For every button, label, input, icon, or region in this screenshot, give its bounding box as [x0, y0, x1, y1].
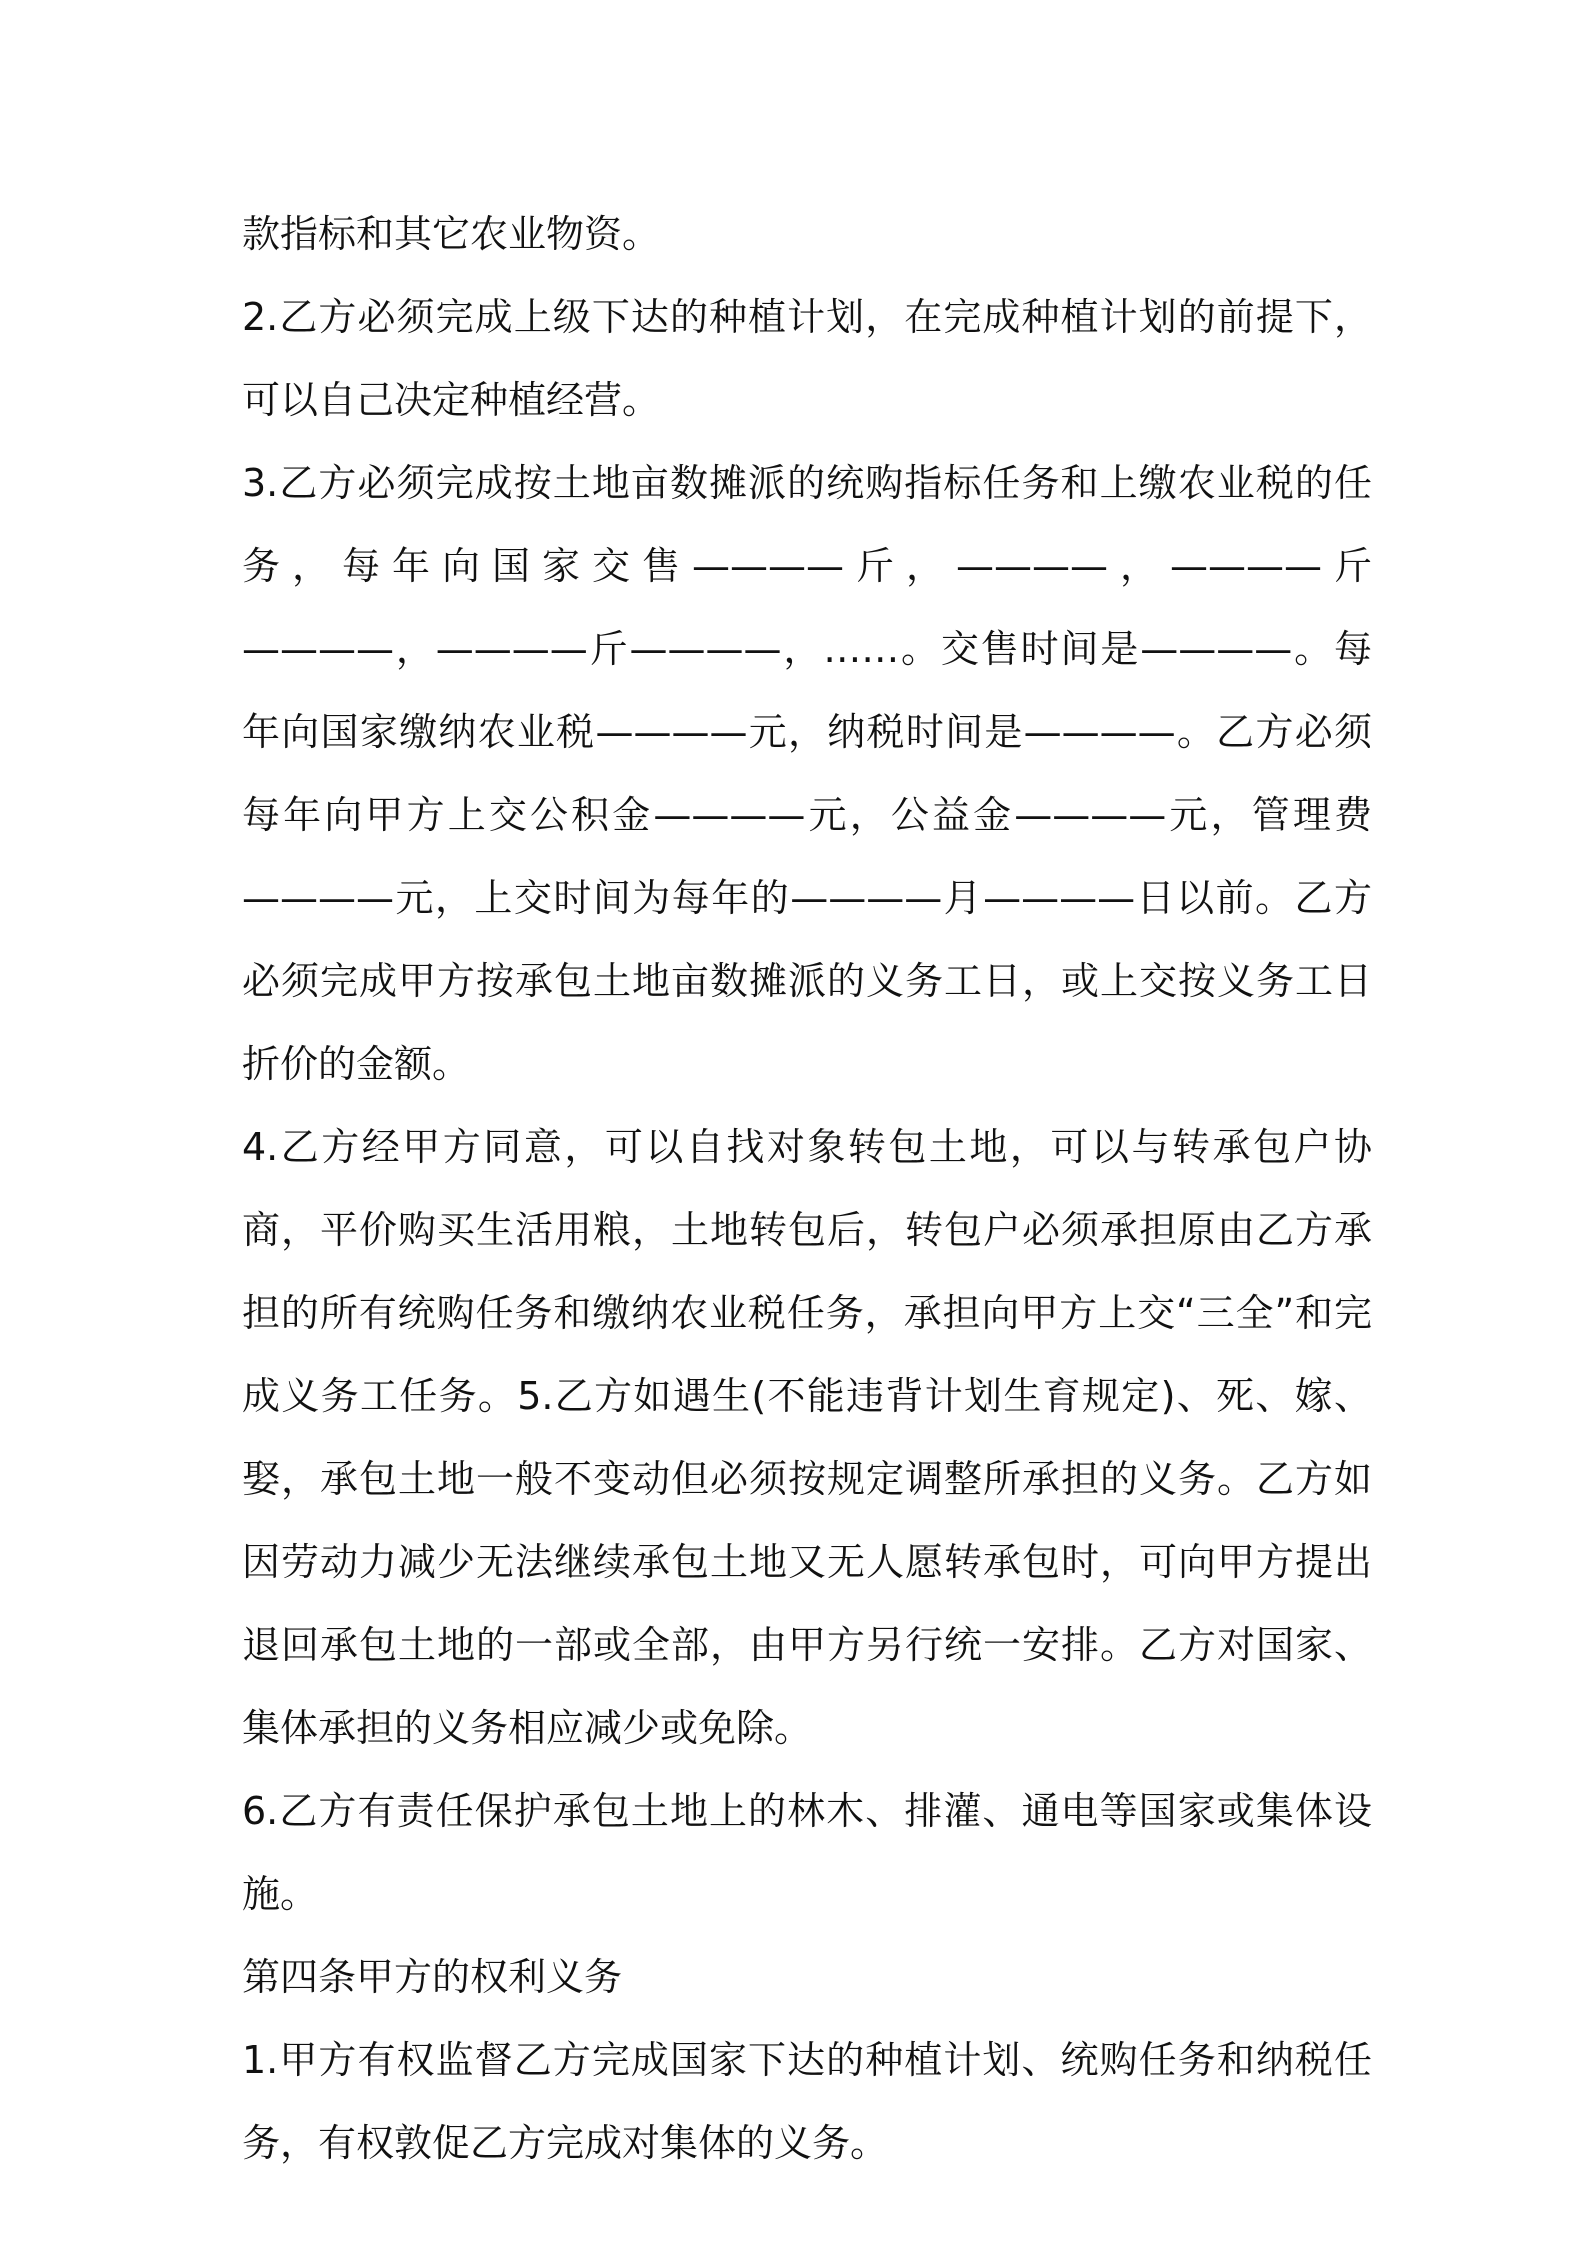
- clause-3: 3.乙方必须完成按土地亩数摊派的统购指标任务和上缴农业税的任务，每年向国家交售————斤，————，————斤————，————斤————，……。交售时间是————。每年向国家缴纳农业税————元，纳税时间是————。乙方必须每年向甲方上交公积金————元，公益金————元，管理费————元，上交时间为每年的————月————日以前。乙方必须完成甲方按承包土地亩数摊派的义务工日，或上交按义务工日折价的金额。: [242, 461, 1372, 1086]
- clause-4-5: 4.乙方经甲方同意，可以自找对象转包土地，可以与转承包户协商，平价购买生活用粮，土地转包后，转包户必须承担原由乙方承担的所有统购任务和缴纳农业税任务，承担向甲方上交“三全”和完成义务工任务。5.乙方如遇生(不能违背计划生育规定)、死、嫁、娶，承包土地一般不变动但必须按规定调整所承担的义务。乙方如因劳动力减少无法继续承包土地又无人愿转承包时，可向甲方提出退回承包土地的一部或全部，由甲方另行统一安排。乙方对国家、集体承担的义务相应减少或免除。: [242, 1125, 1372, 1750]
- clause-2: 2.乙方必须完成上级下达的种植计划，在完成种植计划的前提下，可以自己决定种植经营。: [242, 295, 1372, 422]
- section-heading: 第四条甲方的权利义务: [242, 1955, 623, 1999]
- document-body: [242, 193, 1372, 2185]
- clause-6: 6.乙方有责任保护承包土地上的林木、排灌、通电等国家或集体设施。: [242, 1789, 1372, 1916]
- paragraph-continuation: 款指标和其它农业物资。: [242, 212, 661, 256]
- party-a-clause-1: 1.甲方有权监督乙方完成国家下达的种植计划、统购任务和纳税任务，有权敦促乙方完成对集体的义务。: [242, 2038, 1372, 2165]
